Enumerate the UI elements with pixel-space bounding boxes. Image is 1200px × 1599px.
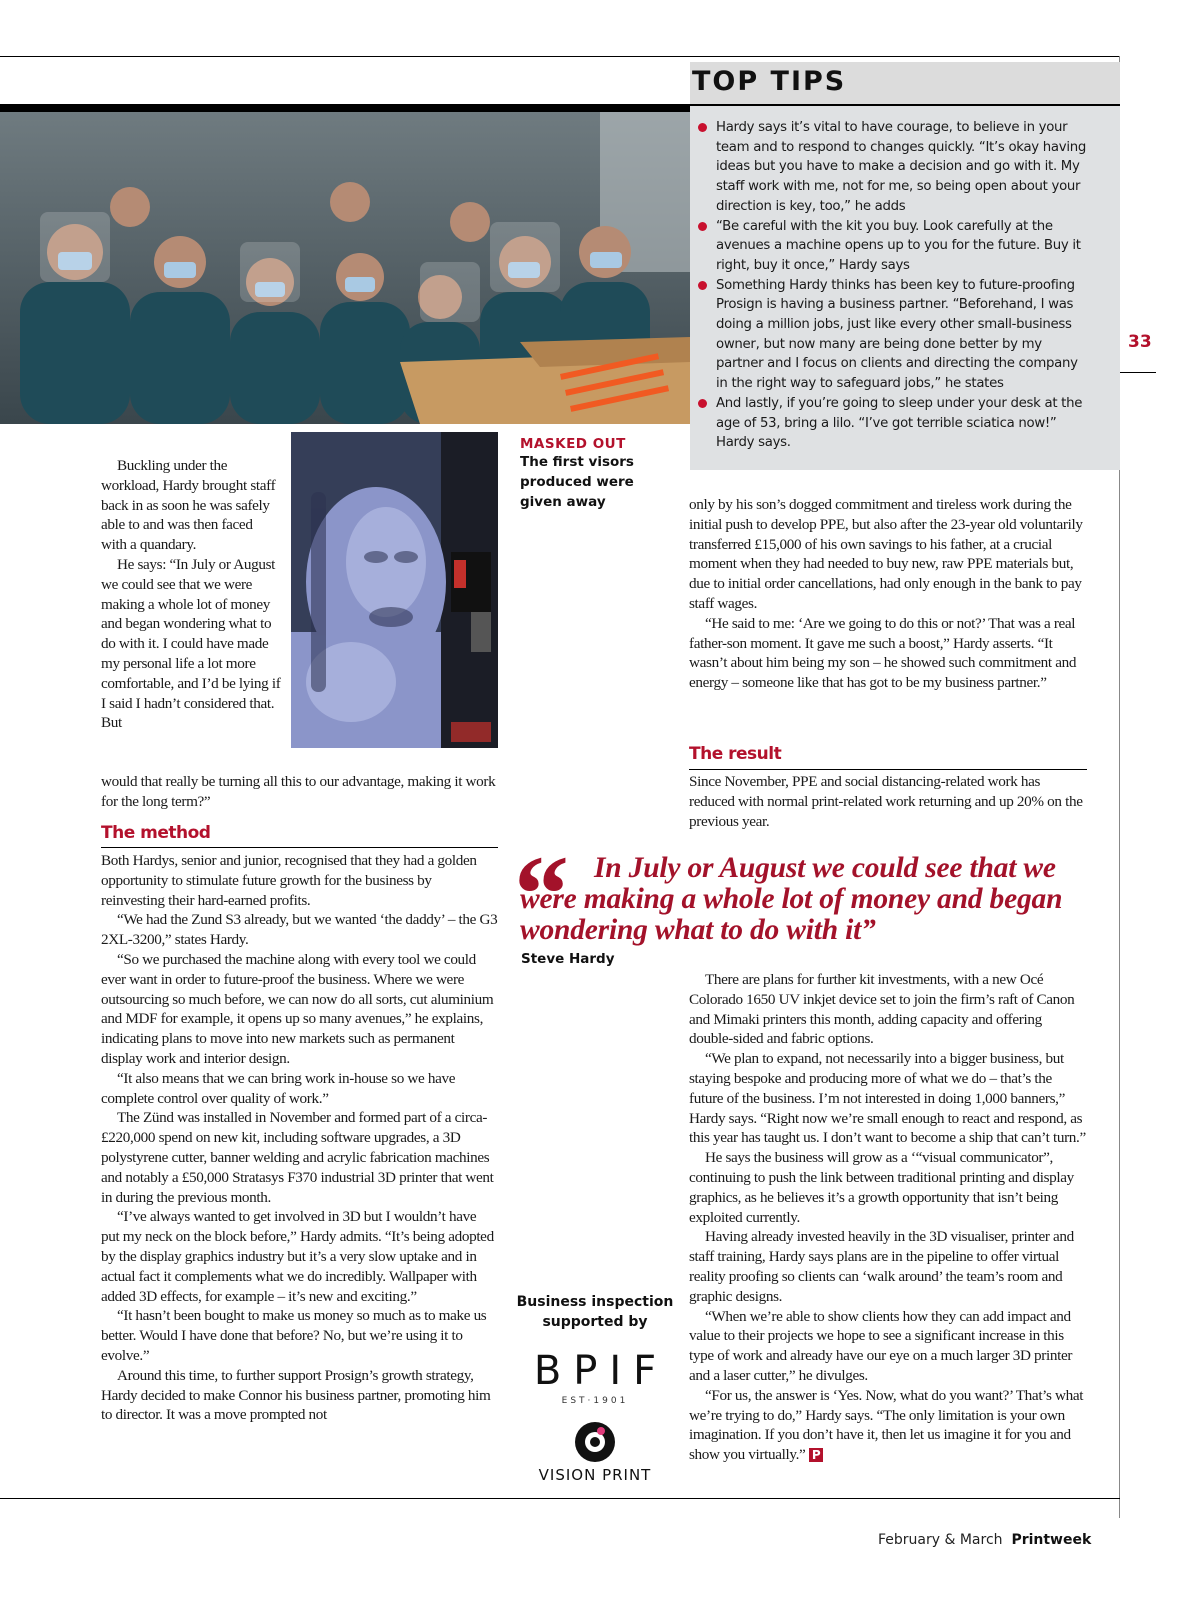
tip-item: Hardy says it’s vital to have courage, to believe in your team and to respond to changes quickly. “It’s okay having ideas but you have to make a decision and go with it. My staff work with me, not for me, so being open about your direction is key, too,” he adds: [694, 118, 1088, 217]
sponsor-label: Business inspection supported by: [516, 1294, 674, 1330]
caption-title: MASKED OUT: [520, 436, 626, 452]
bullet-icon: [698, 222, 707, 231]
team-photo-illustration: [0, 112, 690, 424]
footer: [878, 1532, 1091, 1548]
caption-text: The first visors produced were given away: [520, 454, 634, 510]
left-wide-continuation: [101, 772, 498, 812]
body-paragraph: Both Hardys, senior and junior, recognised that they had a golden opportunity to stimulate future growth for the business by reinvesting their hard-earned profits.: [101, 852, 477, 909]
top-tips-header: [690, 62, 1120, 106]
vision-print-wordmark: VISION PRINT: [538, 1466, 652, 1484]
open-quote-icon: “: [514, 833, 569, 955]
bpif-logo: BPIF: [533, 1348, 669, 1394]
tip-item: Something Hardy thinks has been key to future-proofing Prosign is having a business partner. “Beforehand, I was doing a million jobs, just like every other small-business owner, but now many are being done better by my partner and I focus on clients and directing the company in the right way to safeguard jobs,” he states: [694, 276, 1088, 394]
page-number-rule: [1120, 372, 1156, 373]
body-paragraph: There are plans for further kit investments, with a new Océ Colorado 1650 UV inkjet device set to join the firm’s raft of Canon and Mimaki printers this month, adding capacity and offering double-sided and fabric options.: [689, 971, 1075, 1048]
top-tips-list: [694, 118, 1088, 453]
bullet-icon: [698, 123, 707, 132]
tip-item: And lastly, if you’re going to sleep under your desk at the age of 53, bring a lilo. “I’ve got terrible sciatica now!” Hardy says.: [694, 394, 1088, 453]
top-rule: [0, 56, 1120, 57]
bottom-rule: [0, 1498, 1120, 1499]
vision-print-logo-icon: [575, 1422, 615, 1462]
body-paragraph: would that really be turning all this to our advantage, making it work for the long term?”: [101, 773, 496, 810]
photo-top-bar: [0, 104, 690, 112]
body-paragraph: “I’ve always wanted to get involved in 3D but I wouldn’t have put my neck on the block before,” Hardy admits. “It’s being adopted by the display graphics industry but it’s a very slow uptake and in actual fact it complements what we do incredibly. Wallpaper with added 3D effects, for example – it’s new and exciting.”: [101, 1208, 494, 1305]
body-paragraph: He says the business will grow as a ‘“visual communicator”, continuing to push the link between traditional printing and display graphics, as he believes it’s a growth opportunity that isn’t being exploited currently.: [689, 1149, 1074, 1226]
result-text: [689, 772, 1087, 831]
bullet-icon: [698, 281, 707, 290]
left-narrow-text: [101, 456, 281, 733]
end-mark-icon: P: [809, 1448, 823, 1462]
carbonite-figure-photo: [291, 432, 498, 748]
body-paragraph: Since November, PPE and social distancing-related work has reduced with normal print-related work returning and up 20% on the previous year.: [689, 773, 1083, 830]
body-paragraph: “It also means that we can bring work in-house so we have complete control over quality of work.”: [101, 1069, 456, 1107]
footer-magazine: Printweek: [1011, 1532, 1092, 1548]
bullet-icon: [698, 399, 707, 408]
method-text: [101, 851, 498, 1425]
body-paragraph: “For us, the answer is ‘Yes. Now, what do you want?’ That’s what we’re trying to do,” Hardy says. “The only limitation is your own imagination. If you don’t have it, then let us imagine it for you and show you virtually.” P: [689, 1386, 1084, 1464]
carbonite-figure-illustration: [291, 432, 498, 748]
body-paragraph: “We had the Zund S3 already, but we wanted ‘the daddy’ – the G3 2XL-3200,” states Hardy.: [101, 911, 498, 949]
team-photo: [0, 112, 690, 424]
bpif-est: EST·1901: [561, 1396, 629, 1406]
section-heading-result: The result: [689, 744, 782, 764]
photo-caption: [520, 436, 680, 512]
sponsor-block: [515, 1292, 675, 1484]
body-paragraph: only by his son’s dogged commitment and tireless work during the initial push to develop PPE, but also after the 23-year old voluntarily transferred £15,000 of his own savings to his father, at a crucial moment when they had needed to buy new, raw PPE materials but, due to initial order cancellations, had only enough in the bank to pay staff wages.: [689, 496, 1083, 612]
top-tips-box: [690, 106, 1120, 470]
body-paragraph: “When we’re able to show clients how they can add impact and value to their projects we hope to see a significant increase in this type of work and already have our eye on a much larger 3D printer and a laser cutter,” he divulges.: [689, 1307, 1073, 1384]
body-paragraph: “So we purchased the machine along with every tool we could ever want in order to future-proof the business. Where we were outsourcing so much before, we can now do all sorts, cut aluminium and MDF for example, it opens up so many avenues,” he explains, indicating plans to move into new markets such as permanent display work and interior design.: [101, 950, 494, 1067]
body-paragraph: Buckling under the workload, Hardy brought staff back in as soon he was safely able to and was then faced with a quandary.: [101, 457, 276, 554]
body-paragraph: Around this time, to further support Prosign’s growth strategy, Hardy decided to make Connor his business partner, promoting him to director. It was a move prompted not: [101, 1366, 491, 1424]
body-paragraph: Having already invested heavily in the 3D visualiser, printer and staff training, Hardy says plans are in the pipeline to offer virtual reality proofing so clients can ‘walk around’ the team’s room and graphic designs.: [689, 1228, 1074, 1305]
tip-item: “Be careful with the kit you buy. Look carefully at the avenues a machine opens up to you for the future. Buy it right, buy it once,” Hardy says: [694, 217, 1088, 276]
pull-quote-attribution: Steve Hardy: [521, 951, 615, 967]
body-paragraph: He says: “In July or August we could see that we were making a whole lot of money and began wondering what to do with it. I could have made my personal life a lot more comfortable, and I’d be lying if I said I hadn’t considered that. But: [101, 555, 281, 732]
body-paragraph: “It hasn’t been bought to make us money so much as to make us better. Would I have done that before? No, but we’re using it to evolve.”: [101, 1307, 487, 1364]
page-number: 33: [1128, 332, 1152, 352]
top-tips-title: TOP TIPS: [692, 66, 847, 97]
footer-issue: February & March: [878, 1532, 1003, 1548]
section-heading-method: The method: [101, 823, 211, 843]
section-rule: [689, 769, 1087, 770]
right-top-text: [689, 495, 1087, 693]
section-rule: [101, 847, 498, 848]
body-paragraph: “He said to me: ‘Are we going to do this or not?’ That was a real father-son moment. It gave me such a boost,” Hardy asserts. “It wasn’t about him being my son – he showed such commitment and energy – someone like that has got to be my business partner.”: [689, 614, 1077, 692]
pull-quote: In July or August we could see that we were making a whole lot of money and began wondering what to do with it”: [520, 852, 1063, 946]
right-bottom-text: [689, 970, 1087, 1465]
body-paragraph: “We plan to expand, not necessarily into a bigger business, but staying bespoke and producing more of what we do – that’s the future of the business. I’m not interested in doing 1,000 banners,” Hardy says. “Right now we’re small enough to react and respond, as this year has taught us. I don’t want to become a ship that can’t turn.”: [689, 1050, 1086, 1147]
body-paragraph: The Zünd was installed in November and formed part of a circa-£220,000 spend on new kit, including software upgrades, a 3D polystyrene cutter, banner welding and acrylic fabrication machines and notably a £50,000 Stratasys F370 industrial 3D printer that went in during the previous month.: [101, 1109, 494, 1206]
